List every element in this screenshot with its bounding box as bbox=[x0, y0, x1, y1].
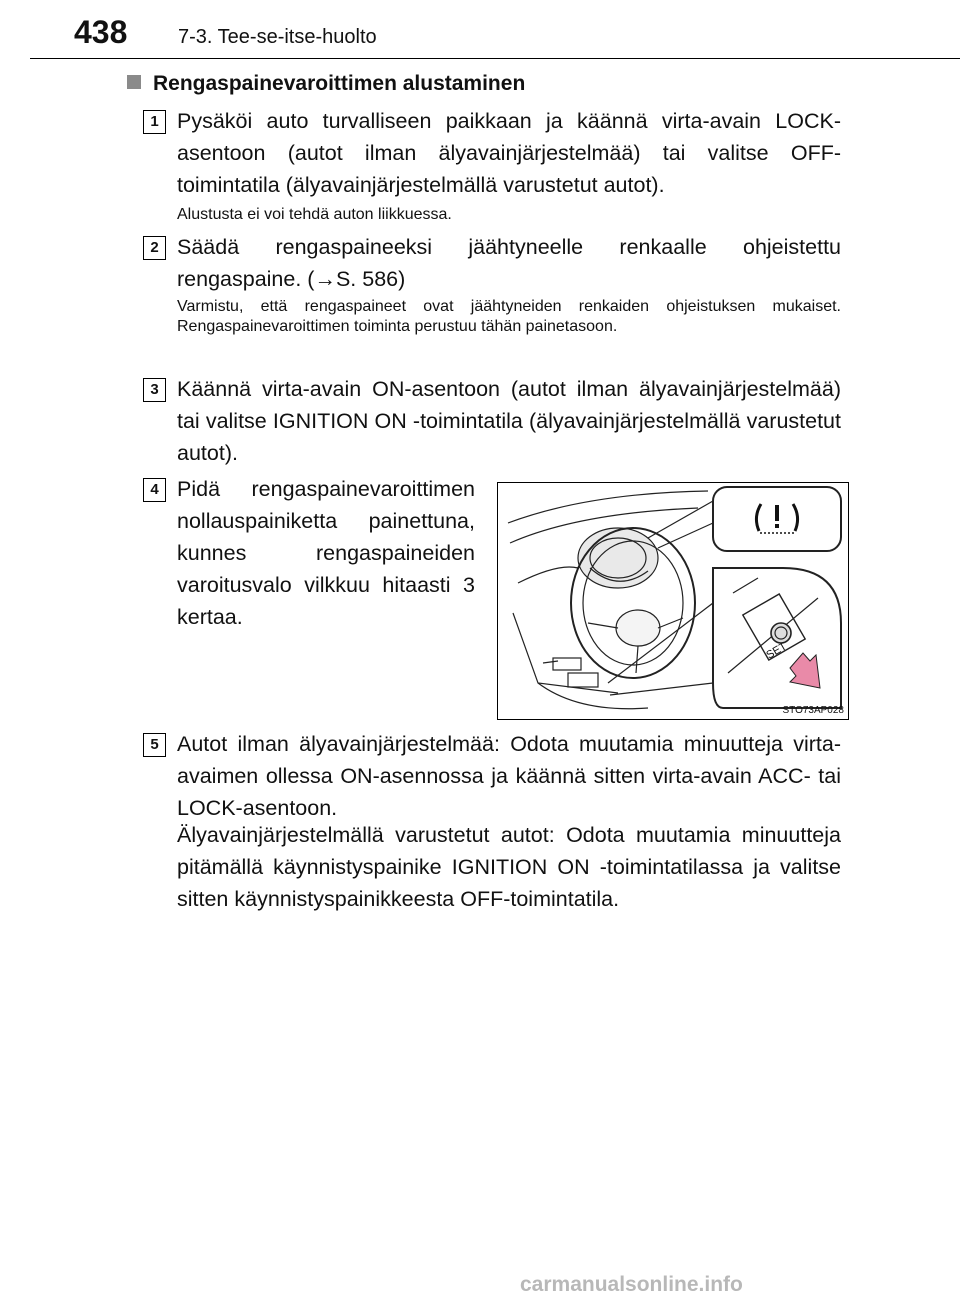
watermark: carmanualsonline.info bbox=[520, 1273, 743, 1296]
step-number-5: 5 bbox=[143, 733, 166, 757]
step-5-text-2: Älyavainjärjestelmällä varustetut autot: Odota muutamia minuutteja pitämällä käynnistyspainike IGNITION ON -toimintatilassa ja valitse sitten käynnistyspainikkeesta OFF-toimintatila. bbox=[177, 823, 841, 911]
heading-text: Rengaspainevaroittimen alustaminen bbox=[153, 72, 526, 95]
page-header bbox=[0, 0, 960, 64]
dashboard-illustration bbox=[497, 482, 849, 720]
step-3-text: Käännä virta-avain ON-asentoon (autot ilman älyavainjärjestelmää) tai valitse IGNITION ON -toimintatila (älyavainjärjestelmällä varustetut autot). bbox=[177, 377, 841, 465]
section-title: 7-3. Tee-se-itse-huolto bbox=[178, 26, 377, 48]
figure-code: STO73AP028 bbox=[782, 705, 844, 716]
step-number-2: 2 bbox=[143, 236, 166, 260]
step-2-text-content: Säädä rengaspaineeksi jäähtyneelle renkaalle ohjeistettu rengaspaine. (→S. 586) bbox=[177, 235, 841, 291]
step-1-text: Pysäköi auto turvalliseen paikkaan ja käännä virta-avain LOCK-asentoon (autot ilman älyavainjärjestelmää) tai valitse OFF-toimintatila (älyavainjärjestelmällä varustetut autot). bbox=[177, 109, 841, 197]
step-5-text: Autot ilman älyavainjärjestelmää: Odota muutamia minuutteja virta-avaimen ollessa ON-asennossa ja käännä sitten virta-avain ACC- tai LOCK-asentoon. bbox=[177, 732, 841, 820]
step-number-1: 1 bbox=[143, 110, 166, 134]
square-bullet-icon bbox=[127, 75, 141, 89]
tire-pressure-warning-icon bbox=[751, 499, 803, 539]
set-button-label: SET bbox=[764, 640, 789, 662]
section-heading bbox=[127, 72, 525, 96]
header-rule bbox=[30, 58, 960, 59]
step-2-note: Varmistu, että rengaspaineet ovat jäähtyneiden renkaiden ohjeistuksen mukaiset. Rengaspainevaroittimen toiminta perustuu tähän painetasoon. bbox=[177, 298, 841, 335]
step-number-4: 4 bbox=[143, 478, 166, 502]
step-1-note: Alustusta ei voi tehdä auton liikkuessa. bbox=[177, 206, 452, 223]
step-2-text bbox=[177, 231, 841, 295]
step-4-text: Pidä rengaspainevaroittimen nollauspainiketta painettuna, kunnes rengaspaineiden varoitusvalo vilkkuu hitaasti 3 kertaa. bbox=[177, 477, 475, 629]
page-number: 438 bbox=[74, 14, 128, 50]
step-number-3: 3 bbox=[143, 378, 166, 402]
